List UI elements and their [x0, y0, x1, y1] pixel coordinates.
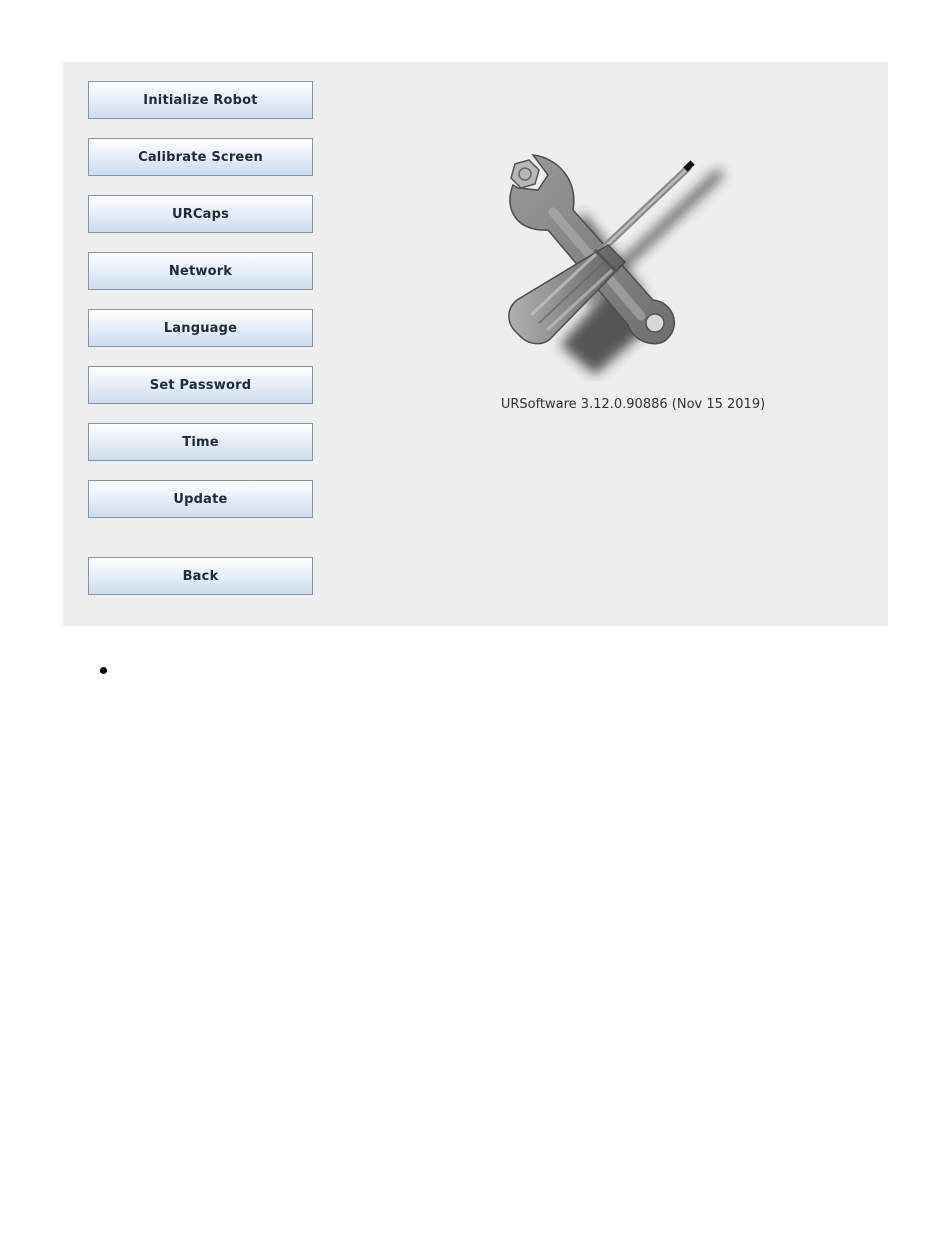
- initialize-robot-button[interactable]: Initialize Robot: [88, 81, 313, 119]
- setup-panel: [63, 62, 888, 626]
- software-version-label: URSoftware 3.12.0.90886 (Nov 15 2019): [500, 397, 766, 412]
- set-password-button[interactable]: Set Password: [88, 366, 313, 404]
- list-bullet: [100, 667, 107, 674]
- network-button[interactable]: Network: [88, 252, 313, 290]
- wrench-screwdriver-icon: [493, 150, 733, 382]
- language-button[interactable]: Language: [88, 309, 313, 347]
- time-button[interactable]: Time: [88, 423, 313, 461]
- calibrate-screen-button[interactable]: Calibrate Screen: [88, 138, 313, 176]
- update-button[interactable]: Update: [88, 480, 313, 518]
- back-button[interactable]: Back: [88, 557, 313, 595]
- urcaps-button[interactable]: URCaps: [88, 195, 313, 233]
